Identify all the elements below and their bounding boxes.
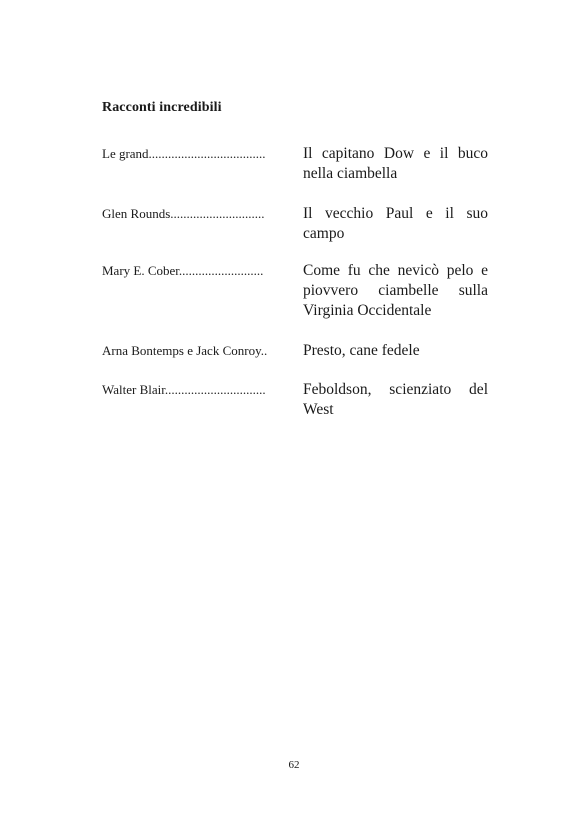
toc-story-title: Il vecchio Paul e il suo campo <box>303 205 488 242</box>
toc-story-title: Feboldson, scienziato del West <box>303 381 488 418</box>
toc-entry <box>102 261 488 341</box>
toc-author: Le grand.................................... <box>102 146 266 161</box>
toc-story-title: Come fu che nevicò pelo e piovvero ciambelle sulla Virginia Occidentale <box>303 262 488 319</box>
toc-entry <box>102 204 488 261</box>
section-title: Racconti incredibili <box>102 100 222 115</box>
toc-author: Walter Blair............................... <box>102 382 266 397</box>
toc-author: Arna Bontemps e Jack Conroy.. <box>102 343 268 358</box>
toc-author: Glen Rounds............................. <box>102 206 265 221</box>
toc-entry <box>102 144 488 204</box>
page-number: 62 <box>288 759 300 771</box>
toc-author: Mary E. Cober.......................... <box>102 263 264 278</box>
toc-story-title: Presto, cane fedele <box>303 342 420 359</box>
table-of-contents <box>102 144 488 420</box>
toc-story-title: Il capitano Dow e il buco nella ciambella <box>303 145 488 182</box>
toc-entry <box>102 380 488 420</box>
toc-entry <box>102 341 488 380</box>
